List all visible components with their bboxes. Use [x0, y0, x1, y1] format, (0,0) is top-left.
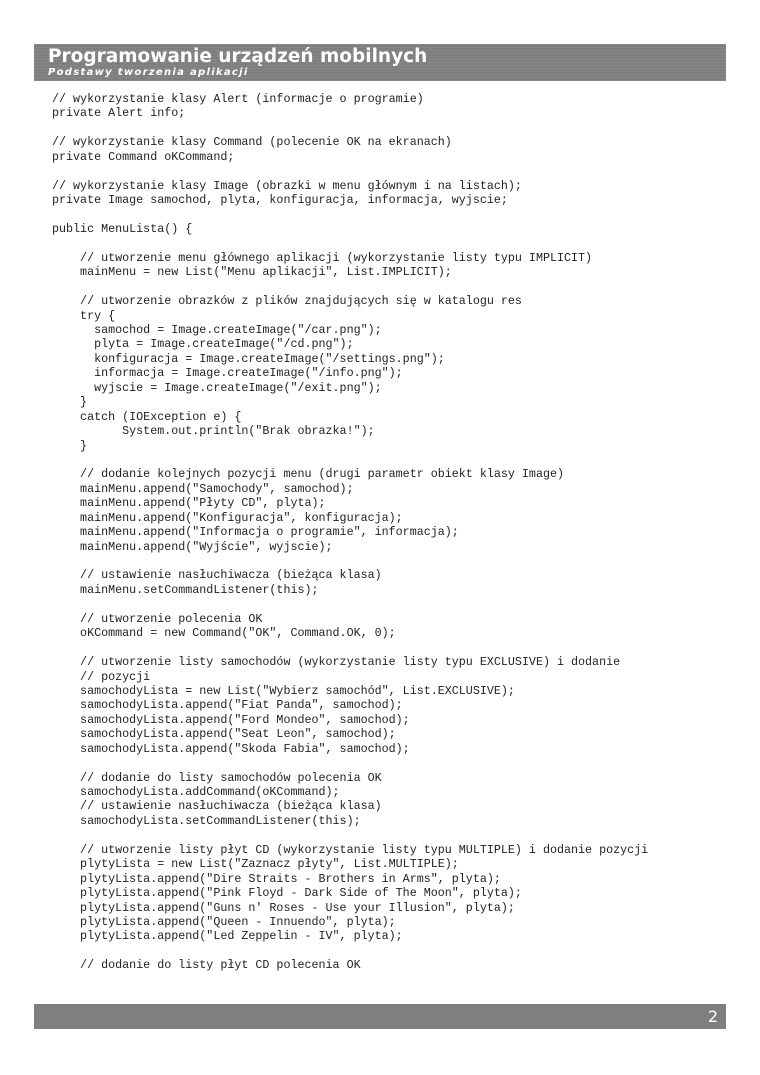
code-line: mainMenu.setCommandListener(this); — [52, 582, 319, 597]
code-line: } — [52, 395, 88, 410]
code-line — [52, 453, 742, 467]
code-line: // utworzenie menu głównego aplikacji (wykorzystanie listy typu IMPLICIT) — [52, 250, 593, 265]
page-number: 2 — [707, 1007, 718, 1026]
code-line: samochodyLista.addCommand(oKCommand); — [52, 785, 340, 799]
code-line: mainMenu = new List("Menu aplikacji", List.IMPLICIT); — [52, 265, 452, 280]
code-line: samochodyLista = new List("Wybierz samochód", List.EXCLUSIVE); — [52, 683, 515, 698]
code-line — [52, 280, 742, 294]
code-line: oKCommand = new Command("OK", Command.OK, 0); — [52, 626, 396, 641]
code-line: plytyLista.append("Queen - Innuendo", plyta); — [52, 914, 396, 929]
page-footer — [34, 1004, 726, 1029]
code-line: // wykorzystanie klasy Command (polecenie OK na ekranach) — [52, 135, 452, 150]
code-line: // dodanie do listy płyt CD polecenia OK — [52, 958, 361, 973]
code-line: plytyLista.append("Dire Straits - Brothers in Arms", plyta); — [52, 871, 501, 886]
document-title: Programowanie urządzeń mobilnych — [48, 46, 428, 67]
code-line: plytyLista.append("Led Zeppelin - IV", plyta); — [52, 929, 403, 944]
code-line: mainMenu.append("Konfiguracja", konfiguracja); — [52, 510, 403, 525]
page-header — [34, 44, 726, 81]
code-line: } — [52, 438, 88, 453]
code-line: // wykorzystanie klasy Image (obrazki w menu głównym i na listach); — [52, 178, 522, 193]
code-line: // utworzenie polecenia OK — [52, 611, 263, 626]
document-subtitle: Podstawy tworzenia aplikacji — [48, 67, 249, 78]
code-line: samochodyLista.append("Fiat Panda", samochod); — [52, 698, 403, 713]
code-line — [52, 828, 742, 842]
code-line: plytyLista = new List("Zaznacz płyty", List.MULTIPLE); — [52, 857, 459, 872]
code-line — [52, 208, 742, 222]
code-line: // wykorzystanie klasy Alert (informacje o programie) — [52, 92, 424, 106]
code-line: wyjscie = Image.createImage("/exit.png"); — [52, 380, 382, 395]
code-line: private Command oKCommand; — [52, 149, 235, 164]
code-line: plytyLista.append("Pink Floyd - Dark Side of The Moon", plyta); — [52, 886, 522, 901]
code-line: konfiguracja = Image.createImage("/settings.png"); — [52, 351, 445, 366]
code-line: mainMenu.append("Wyjście", wyjscie); — [52, 539, 333, 554]
code-line: informacja = Image.createImage("/info.png"); — [52, 366, 403, 381]
code-line: private Image samochod, plyta, konfiguracja, informacja, wyjscie; — [52, 193, 508, 208]
code-line — [52, 121, 742, 135]
code-line — [52, 944, 742, 958]
code-line: plytyLista.append("Guns n' Roses - Use your Illusion", plyta); — [52, 900, 515, 915]
code-listing — [52, 92, 742, 973]
code-line: samochodyLista.append("Ford Mondeo", samochod); — [52, 712, 410, 727]
code-line — [52, 164, 742, 178]
code-line: mainMenu.append("Samochody", samochod); — [52, 481, 354, 496]
code-line — [52, 756, 742, 770]
code-line: // ustawienie nasłuchiwacza (bieżąca klasa) — [52, 799, 382, 814]
code-line — [52, 236, 742, 250]
code-line: // ustawienie nasłuchiwacza (bieżąca klasa) — [52, 568, 382, 583]
code-line: // dodanie do listy samochodów polecenia OK — [52, 770, 382, 785]
code-line: mainMenu.append("Płyty CD", plyta); — [52, 496, 326, 511]
code-line: public MenuLista() { — [52, 221, 193, 236]
code-line — [52, 641, 742, 655]
code-line: mainMenu.append("Informacja o programie", informacja); — [52, 525, 459, 540]
code-line: // dodanie kolejnych pozycji menu (drugi parametr obiekt klasy Image) — [52, 467, 564, 482]
code-line: samochodyLista.setCommandListener(this); — [52, 813, 361, 828]
code-line: catch (IOException e) { — [52, 409, 242, 424]
code-line: samochodyLista.append("Skoda Fabia", samochod); — [52, 741, 410, 756]
code-line: System.out.println("Brak obrazka!"); — [52, 424, 375, 439]
code-line: // utworzenie obrazków z plików znajdujących się w katalogu res — [52, 294, 522, 309]
code-line: samochod = Image.createImage("/car.png"); — [52, 323, 382, 337]
code-line: samochodyLista.append("Seat Leon", samochod); — [52, 727, 396, 742]
code-line: // utworzenie listy płyt CD (wykorzystanie listy typu MULTIPLE) i dodanie pozycji — [52, 842, 649, 857]
code-line: // utworzenie listy samochodów (wykorzystanie listy typu EXCLUSIVE) i dodanie — [52, 655, 621, 670]
code-line — [52, 554, 742, 568]
code-line: plyta = Image.createImage("/cd.png"); — [52, 337, 354, 352]
code-line — [52, 597, 742, 611]
code-line: // pozycji — [52, 669, 151, 684]
code-line: try { — [52, 308, 116, 323]
code-line: private Alert info; — [52, 106, 186, 121]
